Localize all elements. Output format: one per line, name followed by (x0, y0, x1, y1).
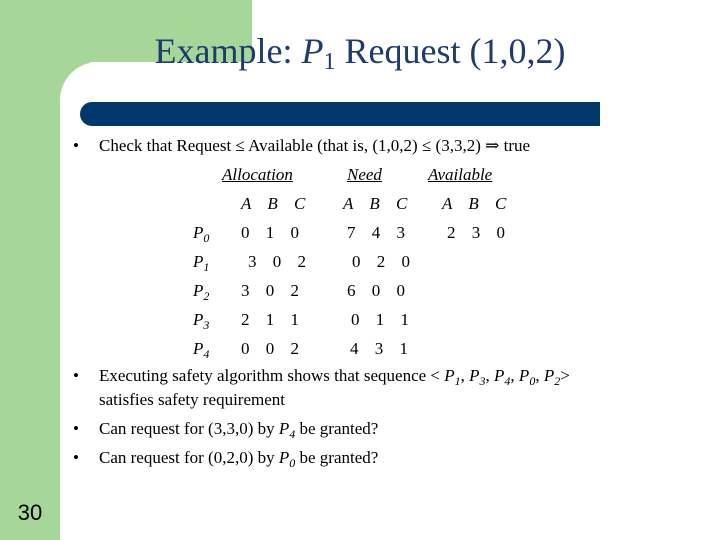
need-cell: 6 0 0 (347, 281, 411, 300)
subheader-available: A B C (442, 194, 513, 213)
title-prefix: Example: (154, 31, 293, 71)
bullet-3-text: Can request for (3,3,0) by $P_4$ be granted? (99, 419, 379, 441)
bullet-2-text: Executing safety algorithm shows that sequence < $P_1$, $P_3$, $P_4$, $P_0$, $P_2>$ (99, 366, 570, 388)
bullet-dot: • (73, 136, 79, 155)
slide-number: 30 (17, 500, 43, 525)
bullet-dot: • (73, 448, 79, 467)
title-suffix: Request (1,0,2) (344, 31, 566, 71)
need-cell: 7 4 3 (347, 223, 411, 242)
header-allocation: Allocation (222, 165, 293, 184)
process-label: $P_0$ (193, 223, 210, 245)
alloc-cell: 3 0 2 (248, 252, 312, 271)
process-label: $P_2$ (193, 281, 210, 303)
bullet-dot: • (73, 366, 79, 385)
need-cell: 4 3 1 (350, 339, 414, 358)
title-underline-bar (80, 102, 600, 126)
alloc-cell: 0 0 2 (241, 339, 305, 358)
title-variable: $P_1$ (301, 31, 336, 75)
subheader-allocation: A B C (241, 194, 312, 213)
alloc-cell: 2 1 1 (241, 310, 305, 329)
process-label: $P_4$ (193, 339, 210, 361)
header-need: Need (347, 165, 382, 184)
need-cell: 0 1 1 (351, 310, 415, 329)
left-accent-bar (0, 0, 60, 540)
subheader-need: A B C (343, 194, 414, 213)
process-label: $P_1$ (193, 252, 210, 274)
avail-cell: 2 3 0 (447, 223, 511, 242)
bullet-4-text: Can request for (0,2,0) by $P_0$ be granted? (99, 448, 379, 470)
bullet-dot: • (73, 419, 79, 438)
alloc-cell: 3 0 2 (241, 281, 305, 300)
header-available: Available (428, 165, 493, 184)
need-cell: 0 2 0 (352, 252, 416, 271)
bullet-1-text: Check that Request ≤ Available (that is, (1,0,2) ≤ (3,3,2) ⇒ true (99, 136, 531, 155)
slide-title (60, 30, 660, 75)
process-label: $P_3$ (193, 310, 210, 332)
bullet-2-continuation: satisfies safety requirement (99, 390, 285, 409)
alloc-cell: 0 1 0 (241, 223, 305, 242)
